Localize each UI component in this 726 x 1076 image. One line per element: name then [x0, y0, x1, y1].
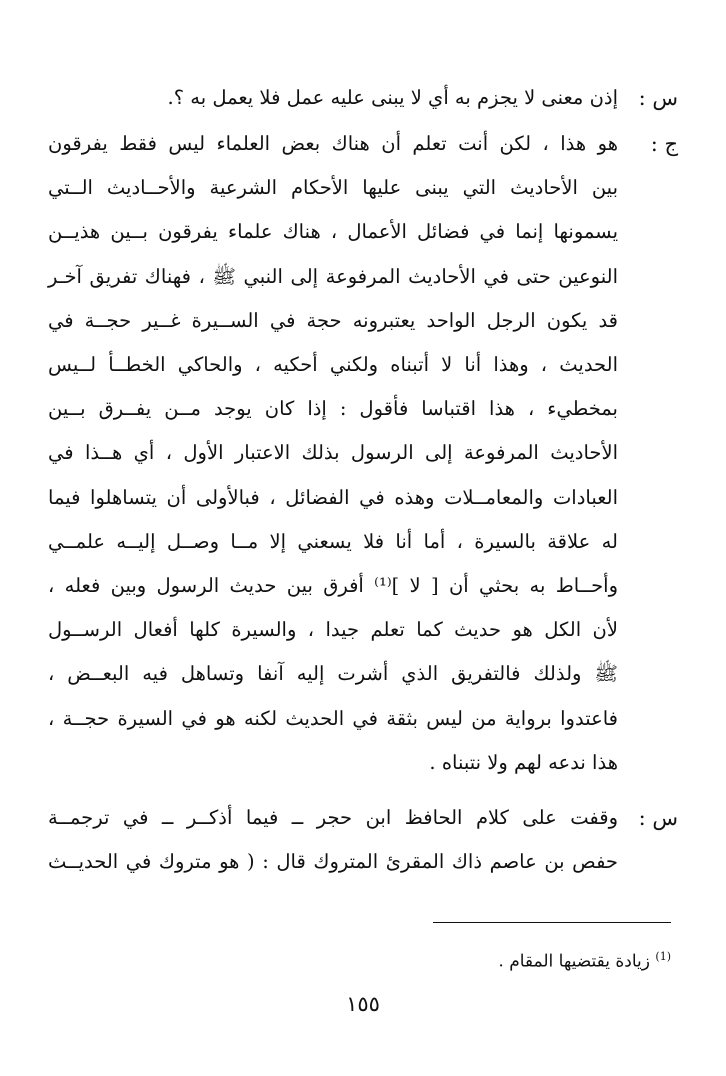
text-line: النوعين حتى في الأحاديث المرفوعة إلى النبي ﷺ ، فهناك تفريق آخـر	[48, 264, 618, 288]
text-line: بمخطيء ، هذا اقتباسا فأقول : إذا كان يوجد مــن يفــرق بــين	[48, 397, 618, 421]
question-text	[48, 76, 618, 120]
question-marker: س :	[638, 806, 678, 830]
text-line: إذن معنى لا يجزم به أي لا يبنى عليه عمل فلا يعمل به ؟.	[167, 86, 618, 109]
text-line: فاعتدوا برواية من ليس بثقة في الحديث لكنه هو في السيرة حجــة ،	[48, 706, 618, 730]
page-number: ١٥٥	[346, 992, 380, 1016]
text-line: وقفت على كلام الحافظ ابن حجر ــ فيما أذكــر ــ في ترجمــة	[48, 806, 618, 829]
text-line: لأن الكل هو حديث كما تعلم جيدا ، والسيرة كلها أفعال الرســول	[48, 618, 618, 642]
text-line: حفص بن عاصم ذاك المقرئ المتروك قال : ( هو متروك في الحديــث	[48, 850, 618, 874]
question-2	[48, 796, 678, 884]
text-line: ﷺ ولذلك فالتفريق الذي أشرت إليه آنفا وتساهل فيه البعــض ،	[48, 662, 618, 686]
footnote-divider	[433, 922, 671, 923]
footnote	[498, 944, 671, 975]
text-line: وأحــاط به بحثي أن [ لا ]⁽¹⁾ أفرق بين حديث الرسول وبين فعله ،	[48, 574, 618, 598]
text-line: بين الأحاديث التي يبنى عليها الأحكام الشرعية والأحــاديث الــتي	[48, 176, 618, 200]
question-marker: س :	[638, 86, 678, 110]
answer-1	[48, 122, 678, 785]
footnote-ref: (1)	[655, 950, 671, 963]
text-line: يسمونها إنما في فضائل الأعمال ، هناك علماء يفرقون بــين هذيــن	[48, 220, 618, 244]
question-1	[48, 76, 678, 120]
text-line: الأحاديث المرفوعة إلى الرسول بذلك الاعتبار الأول ، أي هــذا في	[48, 441, 618, 465]
footnote-text: زيادة يقتضيها المقام .	[498, 951, 650, 972]
text-line: له علاقة بالسيرة ، أما أنا فلا يسعني إلا مــا وصــل إليــه علمــي	[48, 529, 618, 553]
question-text	[48, 796, 618, 884]
text-line: الحديث ، وهذا أنا لا أتبناه ولكني أحكيه ، والحاكي الخطــأ لــيس	[48, 353, 618, 377]
text-line: هذا ندعه لهم ولا نتبناه .	[429, 750, 618, 774]
text-line: هو هذا ، لكن أنت تعلم أن هناك بعض العلماء ليس فقط يفرقون	[48, 132, 618, 155]
text-line: قد يكون الرجل الواحد يعتبرونه حجة في الســيرة غــير حجــة في	[48, 308, 618, 332]
answer-text	[48, 122, 618, 785]
text-line: العبادات والمعامــلات وهذه في الفضائل ، فبالأولى أن يتساهلوا فيما	[48, 485, 618, 509]
answer-marker: ج :	[650, 132, 678, 156]
